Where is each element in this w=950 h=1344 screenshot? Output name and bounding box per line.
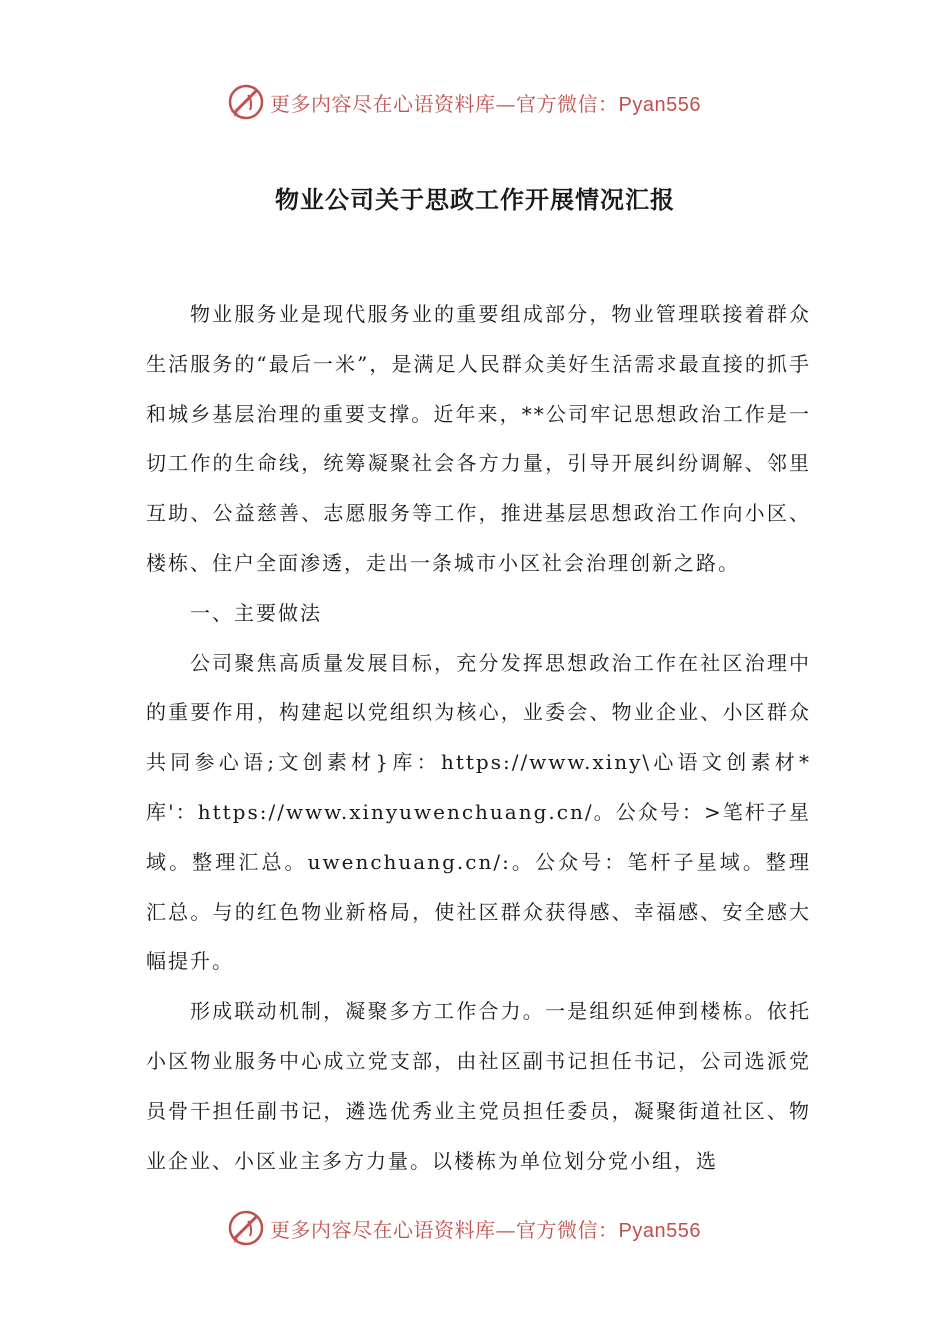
section-heading: 一、主要做法 [190,600,322,625]
footer-banner [226,1206,701,1250]
paragraph-mechanism: 形成联动机制，凝聚多方工作合力。一是组织延伸到楼栋。依托小区物业服务中心成立党支部，由社区副书记担任书记，公司选派党员骨干担任副书记，遴选优秀业主党员担任委员，凝聚街道社区、物业企业、小区业主多方力量。以楼栋为单位划分党小组，选 [146,999,811,1173]
paragraph-intro: 物业服务业是现代服务业的重要组成部分，物业管理联接着群众生活服务的“最后一米”，是满足人民群众美好生活需求最直接的抓手和城乡基层治理的重要支撑。近年来，**公司牢记思想政治工作是一切工作的生命线，统筹凝聚社会各方力量，引导开展纠纷调解、邻里互助、公益慈善、志愿服务等工作，推进基层思想政治工作向小区、楼栋、住户全面渗透，走出一条城市小区社会治理创新之路。 [146,302,811,575]
banner-text: 更多内容尽在心语资料库—官方微信：Pyan556 [270,1217,701,1242]
wechat-id: Pyan556 [618,1219,701,1242]
document-title: 物业公司关于思政工作开展情况汇报 [275,185,675,214]
document-body [146,290,811,1186]
banner-text: 更多内容尽在心语资料库—官方微信：Pyan556 [270,91,701,116]
pen-logo-icon [226,82,266,122]
paragraph-approach: 公司聚焦高质量发展目标，充分发挥思想政治工作在社区治理中的重要作用，构建起以党组织为核心，业委会、物业企业、小区群众共同参心语;文创素材}库：https://www.xiny\心语文创素材*库'：https://www.xinyuwenchuang.cn/。公众号：>笔杆子星域。整理汇总。uwenchuang.cn/:。公众号：笔杆子星域。整理汇总。与的红色物业新格局，使社区群众获得感、幸福感、安全感大幅提升。 [146,650,811,974]
header-banner [226,80,701,124]
pen-logo-icon [226,1208,266,1248]
wechat-id: Pyan556 [618,93,701,116]
